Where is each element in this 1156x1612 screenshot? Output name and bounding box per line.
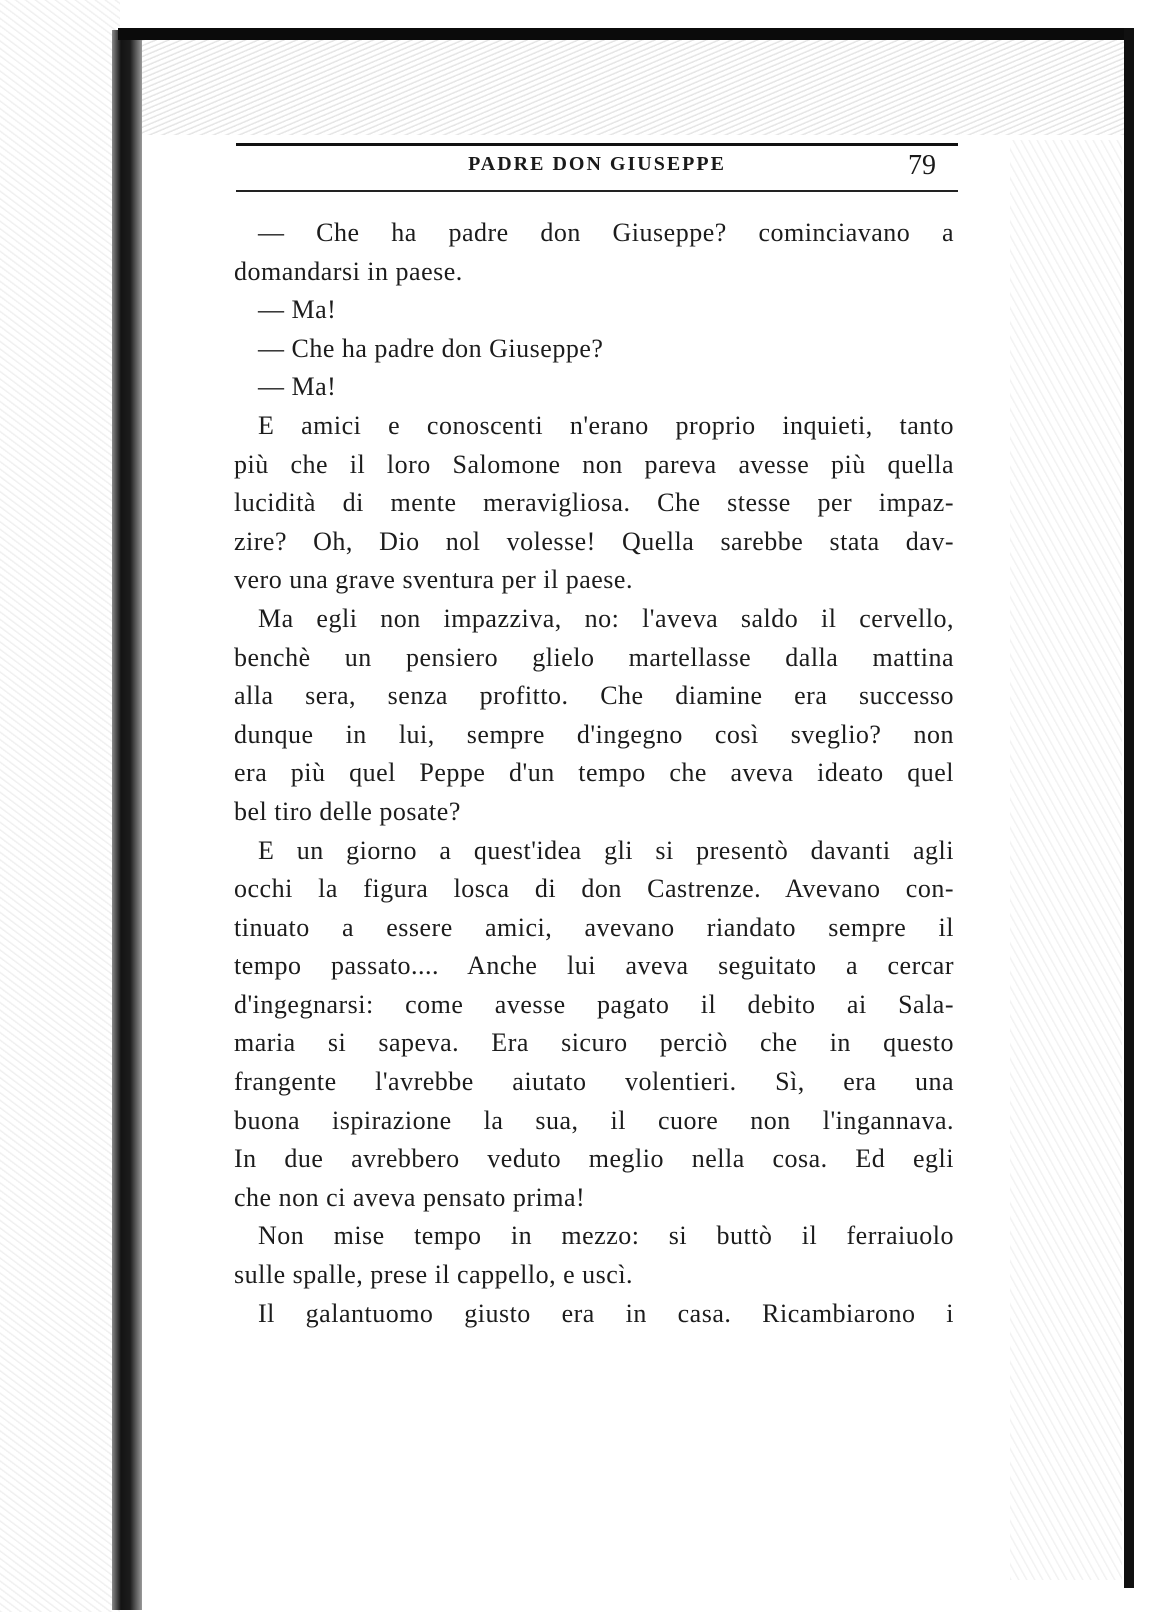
text-line: lucidità di mente meravigliosa. Che stesse per impaz- xyxy=(234,488,954,518)
binding-shadow xyxy=(112,30,142,1610)
text-line: bel tiro delle posate? xyxy=(234,796,461,826)
text-line: alla sera, senza profitto. Che diamine era successo xyxy=(234,681,954,711)
body-text xyxy=(234,214,954,1333)
text-line: occhi la figura losca di don Castrenze. Avevano con- xyxy=(234,874,954,904)
text-line: dunque in lui, sempre d'ingegno così sveglio? non xyxy=(234,719,954,749)
text-line: d'ingegnarsi: come avesse pagato il debito ai Sala- xyxy=(234,989,954,1019)
scan-noise-left xyxy=(0,0,120,1612)
text-line: — Che ha padre don Giuseppe? xyxy=(258,333,604,363)
scan-edge-top xyxy=(118,28,1134,40)
text-line: vero una grave sventura per il paese. xyxy=(234,565,633,595)
text-line: sulle spalle, prese il cappello, e uscì. xyxy=(234,1260,634,1290)
text-line: benchè un pensiero glielo martellasse dalla mattina xyxy=(234,642,954,672)
text-line: domandarsi in paese. xyxy=(234,256,463,286)
text-line: Ma egli non impazziva, no: l'aveva saldo il cervello, xyxy=(258,603,954,633)
text-line: tempo passato.... Anche lui aveva seguitato a cercar xyxy=(234,951,954,981)
text-line: — Che ha padre don Giuseppe? cominciavano a xyxy=(258,218,954,247)
text-line: zire? Oh, Dio nol volesse! Quella sarebbe stata dav- xyxy=(234,526,954,556)
text-line: — Ma! xyxy=(258,372,337,402)
text-line: E un giorno a quest'idea gli si presentò davanti agli xyxy=(258,835,954,865)
text-line: Il galantuomo giusto era in casa. Ricambiarono i xyxy=(258,1298,954,1328)
text-line: Non mise tempo in mezzo: si buttò il ferraiuolo xyxy=(258,1221,954,1251)
text-line: E amici e conoscenti n'erano proprio inquieti, tanto xyxy=(258,410,954,440)
text-line: buona ispirazione la sua, il cuore non l'ingannava. xyxy=(234,1105,954,1135)
header-rule-top xyxy=(236,143,958,146)
text-line: frangente l'avrebbe aiutato volentieri. Sì, era una xyxy=(234,1067,954,1097)
running-title: PADRE DON GIUSEPPE xyxy=(468,153,726,175)
text-line: — Ma! xyxy=(258,295,337,325)
text-line: tinuato a essere amici, avevano riandato sempre il xyxy=(234,912,954,942)
header-rule-bottom xyxy=(236,190,958,192)
text-line: più che il loro Salomone non pareva avesse più quella xyxy=(234,449,954,479)
text-line: era più quel Peppe d'un tempo che aveva ideato quel xyxy=(234,758,954,788)
text-line: In due avrebbero veduto meglio nella cosa. Ed egli xyxy=(234,1144,954,1174)
page-number: 79 xyxy=(908,150,936,181)
scan-edge-right xyxy=(1124,28,1134,1588)
text-line: che non ci aveva pensato prima! xyxy=(234,1182,586,1212)
text-line: maria si sapeva. Era sicuro perciò che in questo xyxy=(234,1028,954,1058)
scan-noise-top xyxy=(140,40,1124,135)
scan-noise-right xyxy=(1010,140,1122,1580)
